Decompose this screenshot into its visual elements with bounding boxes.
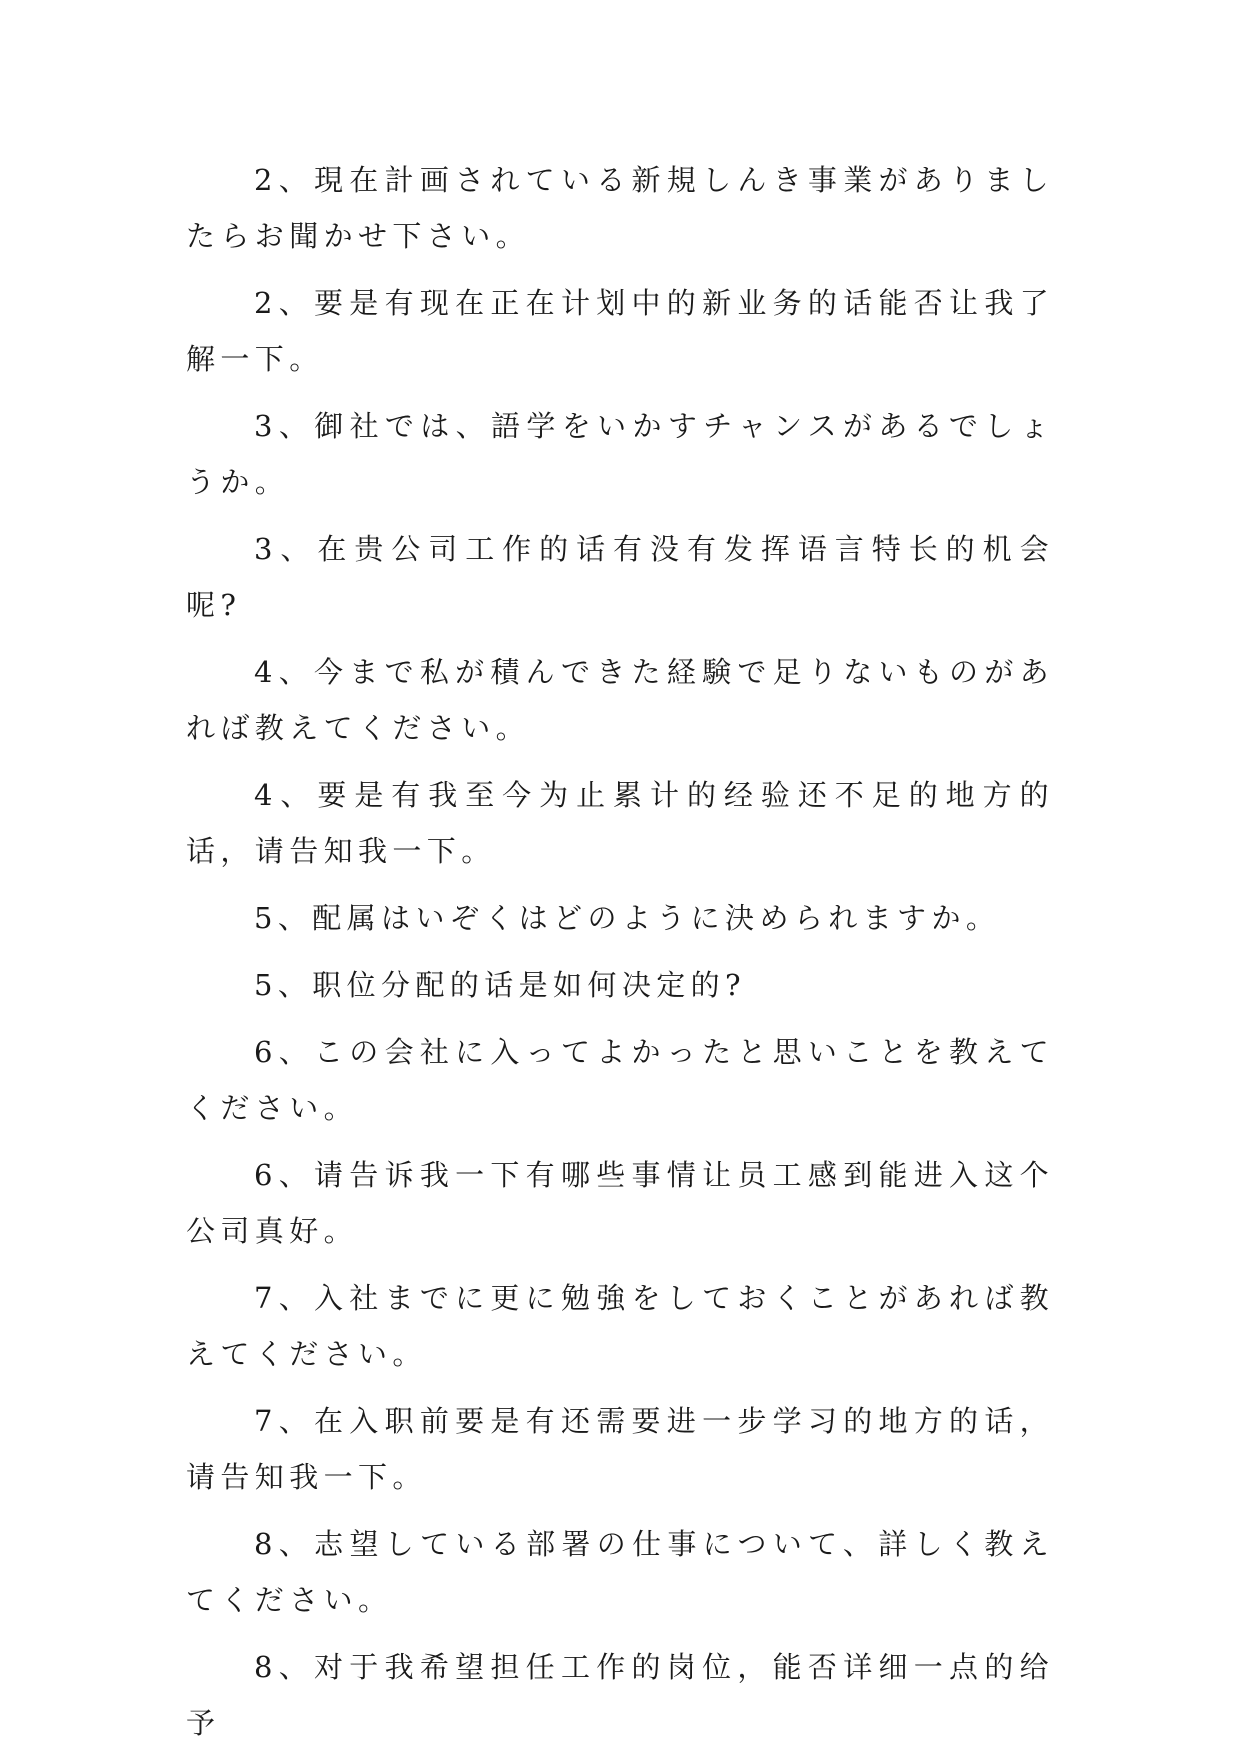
paragraph-q5-ja: 5、配属はいぞくはどのように決められますか。 (254, 901, 1001, 935)
paragraph-q5-zh: 5、职位分配的话是如何决定的? (254, 968, 746, 1002)
paragraph-q2-ja: 2、現在計画されている新規しんき事業がありましたらお聞かせ下さい。 (186, 163, 1054, 253)
paragraph-q2-zh: 2、要是有现在正在计划中的新业务的话能否让我了解一下。 (186, 286, 1054, 376)
paragraph-q8-zh: 8、对于我希望担任工作的岗位，能否详细一点的给予 (186, 1650, 1054, 1740)
paragraph-q7-zh: 7、在入职前要是有还需要进一步学习的地方的话，请告知我一下。 (186, 1404, 1054, 1494)
paragraph-q6-ja: 6、この会社に入ってよかったと思いことを教えてください。 (186, 1035, 1054, 1125)
paragraph-q7-ja: 7、入社までに更に勉強をしておくことがあれば教えてください。 (186, 1281, 1054, 1371)
paragraph-q4-zh: 4、要是有我至今为止累计的经验还不足的地方的话，请告知我一下。 (186, 778, 1054, 868)
paragraph-q3-ja: 3、御社では、語学をいかすチャンスがあるでしょうか。 (186, 409, 1054, 499)
paragraph-q8-ja: 8、志望している部署の仕事について、詳しく教えてください。 (186, 1527, 1054, 1617)
paragraph-q4-ja: 4、今まで私が積んできた経験で足りないものがあれば教えてください。 (186, 655, 1054, 745)
paragraph-q3-zh: 3、在贵公司工作的话有没有发挥语言特长的机会呢? (186, 532, 1054, 622)
document-body (186, 152, 1054, 1762)
paragraph-q6-zh: 6、请告诉我一下有哪些事情让员工感到能进入这个公司真好。 (186, 1158, 1054, 1248)
